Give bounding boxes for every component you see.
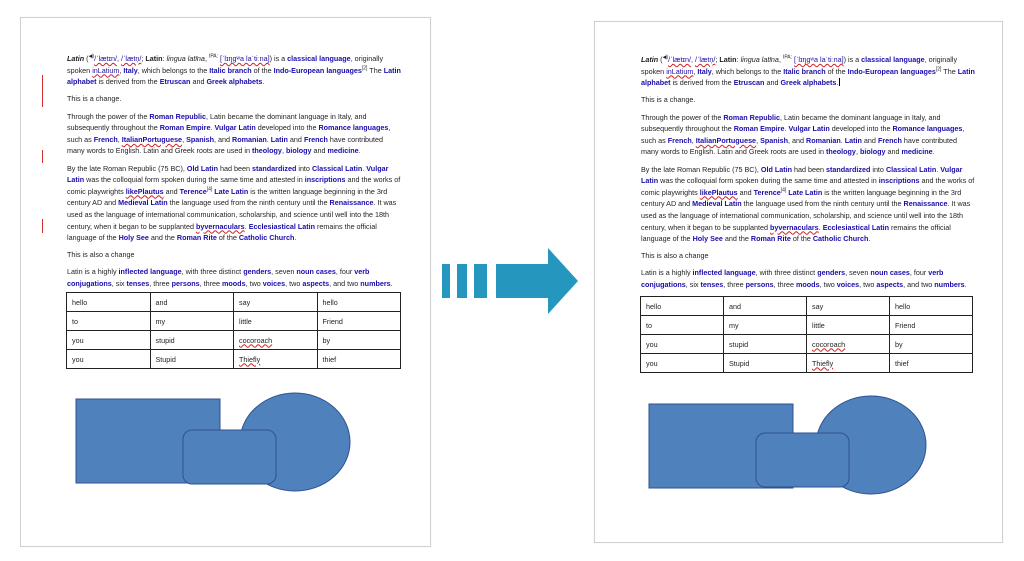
table-cell[interactable]: you: [641, 354, 724, 373]
link[interactable]: Classical Latin: [311, 163, 363, 173]
link[interactable]: biology: [859, 147, 886, 157]
link[interactable]: Roman Republic: [149, 111, 207, 121]
link[interactable]: Greek alphabets: [206, 77, 263, 87]
link[interactable]: byvernaculars: [195, 221, 245, 231]
link[interactable]: inLatium: [666, 66, 694, 76]
paragraph-change: This is a change.: [67, 94, 122, 104]
link[interactable]: Holy See: [118, 233, 149, 243]
table-cell[interactable]: and: [150, 293, 234, 312]
table-cell[interactable]: thief: [317, 350, 401, 369]
link[interactable]: theology: [251, 146, 282, 156]
table-cell[interactable]: Thiefly: [807, 354, 890, 373]
link[interactable]: Roman Rite: [750, 234, 791, 244]
link[interactable]: numbers: [360, 279, 391, 289]
paragraph-late-republic: By the late Roman Republic (75 BC), Old Latin had been standardized into Classical Latin. Vulgar Latin was the colloquial form spoken during the same time and attested in inscriptions and the works of comic playwrights likePlautus and Terence[4] Late Latin is the written language beginning in the 3rd century AD and Medieval Latin the language used from the ninth century until the Renaissance. It was used as the language of international communication, scholarship, and science until well into the 18th century, when it began to be supplanted byvernaculars. Ecclesiastical Latin remains the official language of the Holy See and the Roman Rite of the Catholic Church.: [67, 163, 401, 243]
table-row: [641, 354, 973, 373]
table-cell[interactable]: Thiefly: [234, 350, 318, 369]
table-cell[interactable]: stupid: [724, 335, 807, 354]
link[interactable]: Old Latin: [186, 163, 219, 173]
link[interactable]: numbers: [934, 280, 965, 290]
link[interactable]: Catholic Church: [812, 234, 869, 244]
link[interactable]: noun cases: [296, 267, 336, 277]
link[interactable]: likePlautus: [125, 186, 164, 196]
table-cell[interactable]: little: [807, 316, 890, 335]
link[interactable]: voices: [836, 280, 860, 290]
link[interactable]: Roman Rite: [176, 233, 217, 243]
table-cell[interactable]: say: [807, 297, 890, 316]
left-document-text: [67, 53, 402, 295]
table-row: [67, 331, 401, 350]
paragraph-change: This is a change.: [641, 95, 696, 105]
table-cell[interactable]: my: [724, 316, 807, 335]
link[interactable]: Romance languages: [892, 124, 963, 134]
link[interactable]: Late Latin: [214, 186, 249, 196]
right-document-text: [641, 54, 976, 296]
link[interactable]: byvernaculars: [769, 222, 819, 232]
table-cell[interactable]: Stupid: [724, 354, 807, 373]
link[interactable]: verb conjugations: [641, 268, 944, 290]
left-word-table: [66, 292, 401, 369]
link[interactable]: persons: [745, 280, 774, 290]
table-cell[interactable]: cocoroach: [234, 331, 318, 350]
link[interactable]: Renaissance: [329, 198, 374, 208]
rounded-rectangle-shape[interactable]: [183, 430, 276, 484]
link[interactable]: Old Latin: [760, 164, 793, 174]
link[interactable]: Etruscan: [159, 77, 191, 87]
link[interactable]: Holy See: [692, 234, 723, 244]
speaker-icon[interactable]: ◀): [662, 54, 669, 61]
link[interactable]: classical language: [287, 54, 351, 63]
right-word-table: [640, 296, 973, 373]
link[interactable]: Italic branch: [209, 65, 252, 75]
table-cell[interactable]: hello: [67, 293, 151, 312]
left-shapes: [70, 388, 360, 498]
table-row: [67, 293, 401, 312]
table-cell[interactable]: by: [317, 331, 401, 350]
table-cell[interactable]: you: [641, 335, 724, 354]
table-cell[interactable]: to: [67, 312, 151, 331]
link[interactable]: aspects: [876, 280, 904, 290]
change-bar: [42, 150, 43, 163]
link[interactable]: medicine: [327, 146, 359, 156]
link[interactable]: genders: [817, 268, 846, 278]
link[interactable]: ItalianPortuguese: [121, 134, 183, 144]
table-cell[interactable]: Friend: [890, 316, 973, 335]
table-cell[interactable]: little: [234, 312, 318, 331]
link[interactable]: Vulgar Latin: [788, 124, 830, 134]
table-cell[interactable]: hello: [641, 297, 724, 316]
table-cell[interactable]: and: [724, 297, 807, 316]
table-cell[interactable]: by: [890, 335, 973, 354]
link[interactable]: biology: [285, 146, 312, 156]
link[interactable]: Romanian: [232, 134, 267, 144]
link[interactable]: classical language: [861, 55, 925, 64]
link[interactable]: Indo-European languages: [847, 66, 936, 76]
link[interactable]: standardized: [252, 163, 297, 173]
right-arrow-icon: [440, 245, 580, 317]
table-cell[interactable]: my: [150, 312, 234, 331]
link[interactable]: Medieval Latin: [118, 198, 168, 208]
link[interactable]: Ecclesiastical Latin: [822, 222, 890, 232]
table-cell[interactable]: stupid: [150, 331, 234, 350]
link[interactable]: noun cases: [870, 268, 910, 278]
paragraph-inflected: Latin is a highly inflected language, with three distinct genders, seven noun cases, four verb conjugations, six tenses, three persons, three moods, two voices, two aspects, and two numbers.: [641, 268, 967, 290]
table-cell[interactable]: to: [641, 316, 724, 335]
link[interactable]: inLatium: [92, 65, 120, 75]
link[interactable]: Latin alphabet: [641, 66, 975, 88]
link[interactable]: Medieval Latin: [692, 199, 742, 209]
link[interactable]: Indo-European languages: [273, 65, 362, 75]
link[interactable]: French: [667, 135, 692, 145]
paragraph-latin-intro: Latin (◀)/ˈlætɪn/, /ˈlætn̩/; Latin: lingua latīna, $^{IPA:}$ [ˈlɪŋɡʷa laˈtiːna]) is a classical language, originally spoken inLatium, Italy, which belongs to the Italic branch of the Indo-European languages[2] The Latin alphabet is derived from the Etruscan and Greek alphabets.: [67, 53, 401, 87]
text-cursor: [839, 78, 840, 86]
link[interactable]: inscriptions: [304, 175, 346, 185]
table-cell[interactable]: thief: [890, 354, 973, 373]
change-bar: [42, 75, 43, 107]
paragraph-inflected: Latin is a highly inflected language, with three distinct genders, seven noun cases, four verb conjugations, six tenses, three persons, three moods, two voices, two aspects, and two numbers.: [67, 267, 393, 289]
link[interactable]: tenses: [126, 279, 150, 289]
link[interactable]: Roman Republic: [723, 112, 781, 122]
link[interactable]: ItalianPortuguese: [695, 135, 757, 145]
link[interactable]: inflected language: [692, 268, 756, 278]
link[interactable]: Latin alphabet: [67, 65, 401, 87]
link[interactable]: standardized: [826, 164, 871, 174]
link[interactable]: tenses: [700, 280, 724, 290]
change-bar: [42, 219, 43, 233]
link[interactable]: Ecclesiastical Latin: [248, 221, 316, 231]
table-cell[interactable]: you: [67, 350, 151, 369]
table-cell[interactable]: cocoroach: [807, 335, 890, 354]
link[interactable]: inflected language: [118, 267, 182, 277]
link[interactable]: Vulgar Latin: [214, 123, 256, 133]
link[interactable]: Catholic Church: [238, 233, 295, 243]
table-cell[interactable]: Friend: [317, 312, 401, 331]
link[interactable]: moods: [222, 279, 246, 289]
link[interactable]: French: [877, 135, 902, 145]
link[interactable]: Late Latin: [788, 187, 823, 197]
rounded-rectangle-shape[interactable]: [756, 433, 849, 487]
link[interactable]: verb conjugations: [67, 267, 370, 289]
paragraph-roman-republic: Through the power of the Roman Republic, Latin became the dominant language in Italy, and subsequently throughout the Roman Empire. Vulgar Latin developed into the Romance languages, such as French, ItalianPortuguese, Spanish, and Romanian. Latin and French have contributed many words to English. Latin and Greek roots are used in theology, biology and medicine.: [641, 112, 965, 157]
table-cell[interactable]: hello: [890, 297, 973, 316]
link[interactable]: Romanian: [806, 135, 841, 145]
table-row: [641, 297, 973, 316]
link[interactable]: Vulgar Latin: [67, 163, 389, 185]
link[interactable]: Greek alphabets: [780, 78, 837, 88]
table-cell[interactable]: hello: [317, 293, 401, 312]
link[interactable]: Classical Latin: [885, 164, 937, 174]
link[interactable]: moods: [796, 280, 820, 290]
paragraph-also-change: This is also a change: [67, 250, 135, 260]
link[interactable]: Spanish: [760, 135, 789, 145]
link[interactable]: French: [303, 134, 328, 144]
link[interactable]: genders: [243, 267, 272, 277]
link[interactable]: Etruscan: [733, 78, 765, 88]
link[interactable]: Italy: [697, 66, 712, 76]
link[interactable]: French: [93, 134, 118, 144]
link[interactable]: Terence: [753, 187, 781, 197]
link[interactable]: Renaissance: [903, 199, 948, 209]
paragraph-also-change: This is also a change: [641, 251, 709, 261]
link[interactable]: likePlautus: [699, 187, 738, 197]
table-cell[interactable]: say: [234, 293, 318, 312]
paragraph-latin-intro: Latin (◀)/ˈlætɪn/, /ˈlætn̩/; Latin: lingua latīna, $^{IPA:}$ [ˈlɪŋɡʷa laˈtiːna]) is a classical language, originally spoken inLatium, Italy, which belongs to the Italic branch of the Indo-European languages[2] The Latin alphabet is derived from the Etruscan and Greek alphabets.: [641, 54, 975, 88]
link[interactable]: persons: [171, 279, 200, 289]
link[interactable]: theology: [825, 147, 856, 157]
link[interactable]: Roman Empire: [159, 123, 211, 133]
link[interactable]: Romance languages: [318, 123, 389, 133]
table-row: [67, 312, 401, 331]
link[interactable]: Spanish: [186, 134, 215, 144]
table-row: [641, 316, 973, 335]
link[interactable]: Italy: [123, 65, 138, 75]
paragraph-roman-republic: Through the power of the Roman Republic, Latin became the dominant language in Italy, and subsequently throughout the Roman Empire. Vulgar Latin developed into the Romance languages, such as French, ItalianPortuguese, Spanish, and Romanian. Latin and French have contributed many words to English. Latin and Greek roots are used in theology, biology and medicine.: [67, 111, 391, 156]
table-row: [67, 350, 401, 369]
link[interactable]: Roman Empire: [733, 124, 785, 134]
link[interactable]: aspects: [302, 279, 330, 289]
link[interactable]: Vulgar Latin: [641, 164, 963, 186]
paragraph-late-republic: By the late Roman Republic (75 BC), Old Latin had been standardized into Classical Latin. Vulgar Latin was the colloquial form spoken during the same time and attested in inscriptions and the works of comic playwrights likePlautus and Terence[4] Late Latin is the written language beginning in the 3rd century AD and Medieval Latin the language used from the ninth century until the Renaissance. It was used as the language of international communication, scholarship, and science until well into the 18th century, when it began to be supplanted byvernaculars. Ecclesiastical Latin remains the official language of the Holy See and the Roman Rite of the Catholic Church.: [641, 164, 975, 244]
link[interactable]: inscriptions: [878, 176, 920, 186]
table-row: [641, 335, 973, 354]
table-cell[interactable]: you: [67, 331, 151, 350]
link[interactable]: voices: [262, 279, 286, 289]
link[interactable]: medicine: [901, 147, 933, 157]
link[interactable]: Latin: [844, 135, 862, 145]
speaker-icon[interactable]: ◀): [88, 53, 95, 60]
table-cell[interactable]: Stupid: [150, 350, 234, 369]
link[interactable]: Terence: [179, 186, 207, 196]
link[interactable]: Italic branch: [783, 66, 826, 76]
link[interactable]: Latin: [270, 134, 288, 144]
right-shapes: [643, 392, 933, 502]
